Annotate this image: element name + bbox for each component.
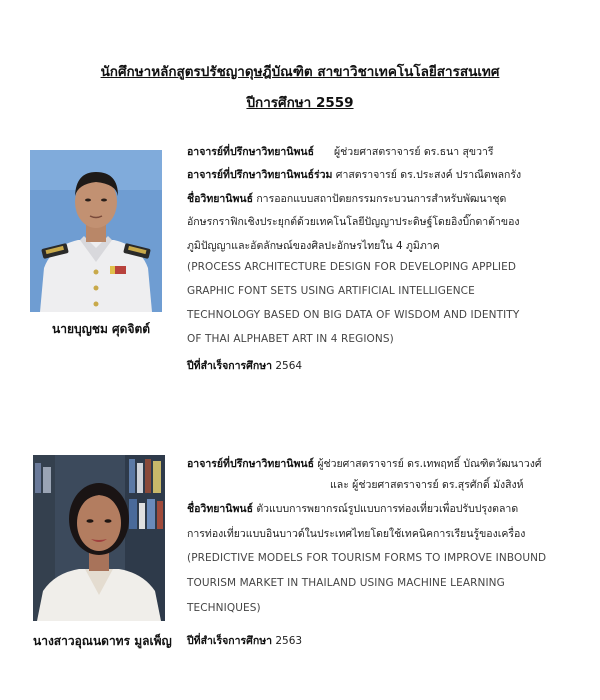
thesis-english-text: OF THAI ALPHABET ART IN 4 REGIONS) <box>187 333 394 345</box>
student-portrait-1-image <box>30 150 162 312</box>
thesis-thai-text: การท่องเที่ยวแบบอินบาวด์ในประเทศไทยโดยใช้เทคนิคการเรียนรู้ของเครื่อง <box>187 528 526 540</box>
thesis-thai-text: ตัวแบบการพยากรณ์รูปแบบการท่องเที่ยวเพื่อปรับปรุงตลาด <box>256 503 519 515</box>
thesis-label: ชื่อวิทยานิพนธ์ <box>187 503 253 515</box>
graduation-year: 2563 <box>275 635 303 647</box>
advisor-label: อาจารย์ที่ปรึกษาวิทยานิพนธ์ <box>187 146 314 158</box>
graduation-line <box>187 632 302 649</box>
thesis-english-text: GRAPHIC FONT SETS USING ARTIFICIAL INTELLIGENCE <box>187 285 475 297</box>
thesis-thai-text: ภูมิปัญญาและอัตลักษณ์ของศิลปะอักษรไทยใน 4 ภูมิภาค <box>187 240 440 252</box>
graduation-label: ปีที่สำเร็จการศึกษา <box>187 360 273 372</box>
thesis-line <box>187 190 506 207</box>
graduation-line <box>187 357 302 374</box>
co-advisor-label: อาจารย์ที่ปรึกษาวิทยานิพนธ์ร่วม <box>187 169 333 181</box>
student-photo-1 <box>30 150 162 312</box>
thesis-thai-text: การออกแบบสถาปัตยกรรมกระบวนการสำหรับพัฒนาชุด <box>256 193 507 205</box>
graduation-year: 2564 <box>275 360 303 372</box>
advisor-line-2: และ ผู้ช่วยศาสตราจารย์ ดร.สุรศักดิ์ มังสิงห์ <box>330 479 524 491</box>
co-advisor-line <box>187 166 521 183</box>
academic-year-title: ปีการศึกษา 2559 <box>246 95 354 111</box>
graduation-label: ปีที่สำเร็จการศึกษา <box>187 635 273 647</box>
advisor-label: อาจารย์ที่ปรึกษาวิทยานิพนธ์ <box>187 458 314 470</box>
student-photo-2 <box>33 455 165 621</box>
thesis-english-text: (PREDICTIVE MODELS FOR TOURISM FORMS TO IMPROVE INBOUND <box>187 552 547 564</box>
thesis-english-text: TECHNOLOGY BASED ON BIG DATA OF WISDOM AND IDENTITY <box>187 309 520 321</box>
thesis-label: ชื่อวิทยานิพนธ์ <box>187 193 253 205</box>
thesis-english-text: TOURISM MARKET IN THAILAND USING MACHINE LEARNING <box>187 577 505 589</box>
student-name-2: นางสาวอุณนดาทร มูลเพ็ญ <box>33 634 172 648</box>
student-name-1: นายบุญชม ศุดจิตต์ <box>52 322 151 336</box>
student-portrait-2-image <box>33 455 165 621</box>
advisor-name: ผู้ช่วยศาสตราจารย์ ดร.ธนา สุขวารี <box>334 146 494 158</box>
thesis-thai-text: อักษรกราฟิกเชิงประยุกต์ด้วยเทคโนโลยีปัญญาประดิษฐ์โดยอิงบิ๊กดาต้าของ <box>187 216 520 228</box>
page-title: นักศึกษาหลักสูตรปรัชญาดุษฎีบัณฑิต สาขาวิชาเทคโนโลยีสารสนเทศ <box>100 64 500 80</box>
thesis-english-text: (PROCESS ARCHITECTURE DESIGN FOR DEVELOPING APPLIED <box>187 261 517 273</box>
thesis-line <box>187 500 518 517</box>
advisor-line <box>187 455 542 472</box>
thesis-english-text: TECHNIQUES) <box>187 602 261 614</box>
co-advisor-name: ศาสตราจารย์ ดร.ประสงค์ ปราณีตพลกรัง <box>335 169 522 181</box>
advisor-name: ผู้ช่วยศาสตราจารย์ ดร.เทพฤทธิ์ บัณฑิตวัฒนาวงศ์ <box>317 458 542 470</box>
advisor-line <box>187 143 494 160</box>
